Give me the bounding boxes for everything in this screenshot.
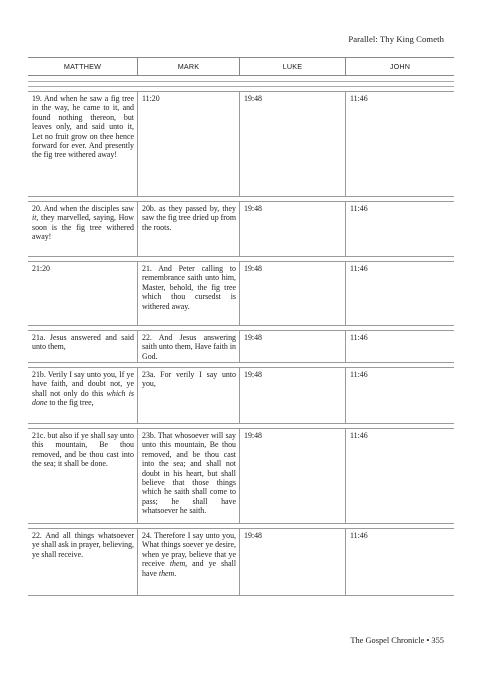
table-row [28,428,454,524]
matthew-cell: 21b. Verily I say unto you, If ye have faith, and doubt not, ye shall not only do this which is done to the fig tree, [32,370,134,408]
mark-cell: 22. And Jesus answering saith unto them, Have faith in God. [137,331,239,362]
mark-cell: 20b. as they passed by, they saw the fig tree dried up from the roots. [137,202,239,256]
matthew-cell: 21:20 [32,264,50,273]
luke-cell: 19:48 [239,529,345,595]
table-row [28,201,454,257]
matthew-cell: 19. And when he saw a fig tree in the way, he came to it, and found nothing thereon, but leaves only, and said unto it, Let no fruit grow on thee hence forward for ever. And presently the fig tree withered away! [32,94,134,160]
column-header-matthew: MATTHEW [63,62,102,71]
mark-cell: 21. And Peter calling to remembrance saith unto him, Master, behold, the fig tree which thou cursedst is withered away. [137,262,239,325]
mark-cell: 11:20 [137,92,239,196]
table-row [28,528,454,596]
matthew-cell: 20. And when the disciples saw it, they marvelled, saying, How soon is the fig tree withered away! [32,204,134,242]
table-row [28,367,454,424]
mark-cell: 24. Therefore I say unto you, What things soever ye desire, when ye pray, believe that ye receive them, and ye shall have them. [137,529,239,595]
john-cell: 11:46 [345,262,454,325]
parallel-table [28,91,454,600]
luke-cell: 19:48 [239,262,345,325]
luke-cell: 19:48 [239,331,345,362]
john-cell: 11:46 [345,429,454,523]
column-header-luke: LUKE [239,58,345,75]
matthew-cell: 21c. but also if ye shall say unto this mountain, Be thou removed, and be thou cast into the sea; it shall be done. [32,431,134,469]
luke-cell: 19:48 [239,429,345,523]
page-footer: The Gospel Chronicle • 355 [350,636,444,645]
john-cell: 11:46 [345,202,454,256]
matthew-cell: 21a. Jesus answered and said unto them, [32,333,134,352]
table-row [28,261,454,326]
luke-cell: 19:48 [239,368,345,423]
john-cell: 11:46 [345,529,454,595]
john-cell: 11:46 [345,368,454,423]
matthew-cell: 22. And all things whatsoever ye shall ask in prayer, believing, ye shall receive. [32,531,135,559]
mark-cell: 23b. That whosoever will say unto this mountain, Be thou removed, and be thou cast into the sea; and shall not doubt in his heart, but shall believe that those things which he saith shall come to pass; he shall have whatsoever he saith. [137,429,239,523]
column-header-john: JOHN [345,58,454,75]
john-cell: 11:46 [345,92,454,196]
header-divider [28,81,454,87]
running-header: Parallel: Thy King Cometh [348,34,444,44]
column-header-mark: MARK [137,58,239,75]
john-cell: 11:46 [345,331,454,362]
table-row [28,330,454,363]
table-row [28,91,454,197]
mark-cell: 23a. For verily I say unto you, [137,368,239,423]
luke-cell: 19:48 [239,202,345,256]
luke-cell: 19:48 [239,92,345,196]
column-header-row [28,57,454,76]
